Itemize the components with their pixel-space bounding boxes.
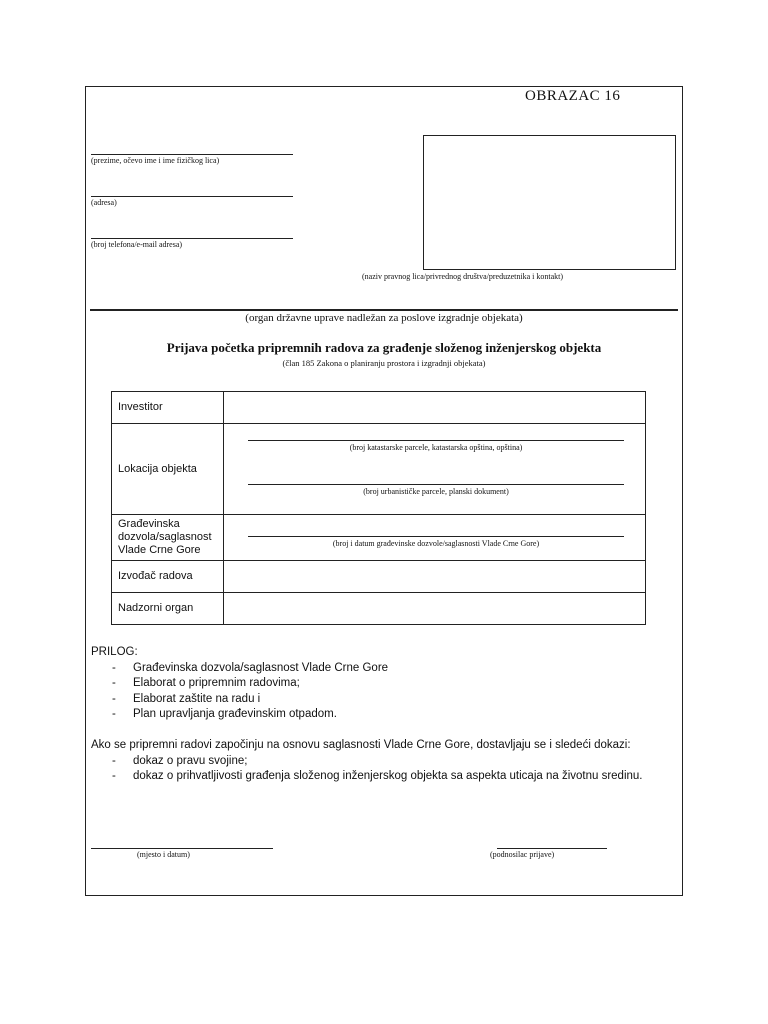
applicant-line[interactable]: [497, 848, 607, 849]
additional-intro: Ako se pripremni radovi započinju na osnovu saglasnosti Vlade Crne Gore, dostavljaju se i sledeći dokazi:: [91, 739, 631, 751]
list-item: - dokaz o pravu svojine;: [91, 754, 643, 770]
list-item: - Elaborat o pripremnim radovima;: [91, 676, 388, 692]
address-caption: (adresa): [91, 198, 117, 207]
location-field[interactable]: [224, 424, 646, 515]
contact-caption: (broj telefona/e-mail adresa): [91, 240, 183, 249]
form-title: Prijava početka pripremnih radova za građenje složenog inženjerskog objekta: [166, 340, 602, 355]
investor-label: Investitor: [112, 392, 224, 424]
contractor-field[interactable]: [224, 561, 646, 593]
list-item: - Plan upravljanja građevinskim otpadom.: [91, 707, 388, 723]
location-label: Lokacija objekta: [112, 424, 224, 515]
applicant-caption: (podnosilac prijave): [490, 850, 555, 859]
supervisor-field[interactable]: [224, 593, 646, 625]
form-subtitle: (član 185 Zakona o planiranju prostora i izgradnji objekata): [282, 358, 486, 368]
company-box[interactable]: [423, 135, 676, 270]
table-row: [112, 561, 646, 593]
place-date-caption: (mjesto i datum): [137, 850, 190, 859]
urban-line[interactable]: [248, 484, 624, 496]
place-date-line[interactable]: [91, 848, 273, 849]
company-caption: (naziv pravnog lica/privrednog društva/preduzetnika i kontakt): [362, 272, 564, 281]
permit-caption: (broj i datum građevinske dozvole/saglasnosti Vlade Crne Gore): [332, 539, 540, 548]
list-item: - Elaborat zaštite na radu i: [91, 692, 388, 708]
cadastral-line[interactable]: [248, 440, 624, 452]
info-table: [111, 391, 646, 625]
supervisor-label: Nadzorni organ: [112, 593, 224, 625]
name-line[interactable]: [91, 154, 293, 155]
permit-label: Građevinska dozvola/saglasnost Vlade Crne Gore: [112, 515, 224, 561]
attachments-heading: PRILOG:: [91, 646, 138, 658]
attachments-section: [91, 645, 388, 723]
table-row: [112, 424, 646, 515]
investor-field[interactable]: [224, 392, 646, 424]
organ-caption: (organ državne uprave nadležan za poslove izgradnje objekata): [245, 312, 523, 324]
table-row: [112, 392, 646, 424]
address-line[interactable]: [91, 196, 293, 197]
permit-field[interactable]: [224, 515, 646, 561]
additional-section: [91, 738, 643, 785]
cadastral-caption: (broj katastarske parcele, katastarska opština, opština): [349, 442, 523, 452]
list-item: - dokaz o prihvatljivosti građenja složenog inženjerskog objekta sa aspekta uticaja na životnu sredinu.: [91, 769, 643, 785]
list-item: - Građevinska dozvola/saglasnost Vlade Crne Gore: [91, 661, 388, 677]
contractor-label: Izvođač radova: [112, 561, 224, 593]
table-row: [112, 593, 646, 625]
form-number: OBRAZAC 16: [525, 88, 621, 104]
urban-caption: (broj urbanističke parcele, planski dokument): [363, 486, 509, 496]
name-caption: (prezime, očevo ime i ime fizičkog lica): [91, 156, 220, 165]
contact-line[interactable]: [91, 238, 293, 239]
organ-line: [90, 309, 678, 311]
table-row: [112, 515, 646, 561]
permit-line[interactable]: [248, 536, 624, 548]
